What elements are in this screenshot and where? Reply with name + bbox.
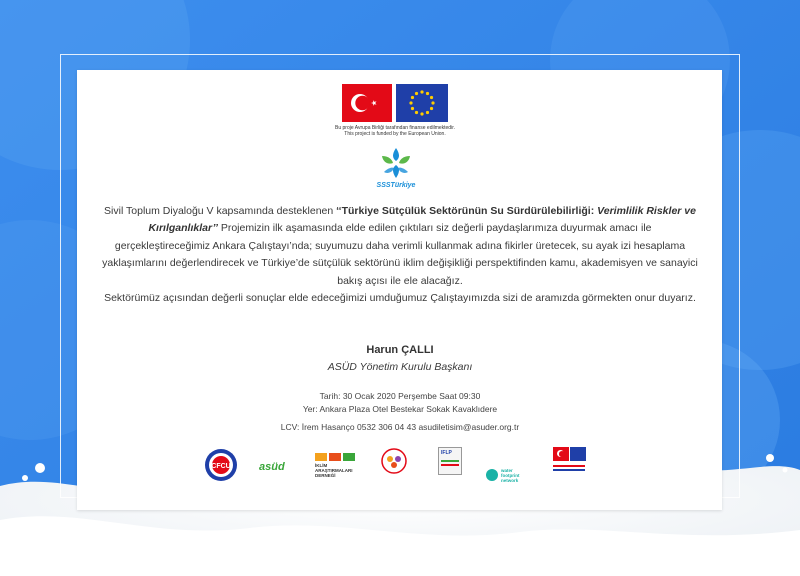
- partner-flags-icon: [553, 447, 587, 487]
- flp-logo-icon: [438, 447, 462, 487]
- flags-logo: [342, 84, 448, 122]
- flp-label: IFLP: [441, 450, 452, 456]
- body-intro: Sivil Toplum Diyaloğu V kapsamında desteklenen: [104, 205, 337, 217]
- body-text-main: Projemizin ilk aşamasında elde edilen çıktıları siz değerli paydaşlarımıza duyurmak amacı ile gerçekleştireceğimiz Ankara Çalıştayı’nda; suyumuzu daha verimli kullanmak adına fikirler üretecek, su ayak izi hesaplama yaklaşımlarını değerlendirecek ve Türkiye’de sütçülük sektörünü iklim değişikliği perspektifinden kamu, akademisyen ve sanayici bakış açısı ile ele alacağız.: [102, 222, 698, 287]
- signatory-name: Harun ÇALLI: [366, 344, 434, 356]
- eu-star: [426, 111, 429, 114]
- eu-flag-icon: [396, 84, 448, 122]
- eu-star: [430, 107, 433, 110]
- turkey-flag-icon: [342, 84, 392, 122]
- eu-star: [411, 107, 414, 110]
- project-title: ‘‘Türkiye Sütçülük Sektörünün Su Sürdürülebilirliği:: [336, 205, 598, 217]
- eu-star: [411, 96, 414, 99]
- event-details: [250, 390, 550, 416]
- sss-turkiye-logo-icon: [376, 146, 416, 180]
- sss-turkiye-logo-text: SSSTürkiye: [376, 182, 416, 189]
- rsvp-contact: LCV: İrem Hasanço 0532 306 04 43 asudiletisim@asuder.org.tr: [280, 422, 520, 432]
- project-subtitle: Verimlilik Riskler ve Kırılganlıklar’’: [148, 205, 696, 235]
- asud-logo-icon: [259, 457, 295, 497]
- eu-star: [420, 90, 423, 93]
- eu-note-en: This project is funded by the European Union.: [344, 131, 446, 137]
- event-date: Tarih: 30 Ocak 2020 Perşembe Saat 09:30: [319, 391, 481, 401]
- event-place: Yer: Ankara Plaza Otel Bestekar Sokak Kavaklıdere: [302, 404, 498, 414]
- signatory-title: ASÜD Yönetim Kurulu Başkanı: [327, 361, 473, 373]
- partner-logos: [195, 447, 595, 487]
- iklim-label: İKLİM ARAŞTIRMALARI DERNEĞİ: [315, 463, 353, 478]
- eu-star: [426, 92, 429, 95]
- eu-star: [409, 101, 412, 104]
- asud-label: asüd: [259, 461, 285, 473]
- eu-star: [420, 112, 423, 115]
- eu-funding-note: [300, 125, 490, 137]
- invitation-body: [100, 203, 700, 307]
- eu-note-tr: Bu proje Avrupa Birliği tarafından finanse edilmektedir.: [335, 125, 455, 131]
- ckg-logo-icon: [380, 447, 408, 487]
- wfn-label: water footprint network: [501, 467, 520, 483]
- wfn-logo-icon: [485, 455, 533, 495]
- eu-star: [431, 101, 434, 104]
- cfcu-logo-icon: [203, 447, 239, 487]
- eu-star: [430, 96, 433, 99]
- iklim-logo-icon: [315, 453, 363, 493]
- cfcu-label: CFCU: [211, 463, 231, 470]
- body-text-closing: Sektörümüz açısından değerli sonuçlar elde edeceğimizi umduğumuz Çalıştayımızda sizi de aramızda görmekten onur duyarız.: [104, 292, 696, 305]
- eu-star: [415, 92, 418, 95]
- eu-star: [415, 111, 418, 114]
